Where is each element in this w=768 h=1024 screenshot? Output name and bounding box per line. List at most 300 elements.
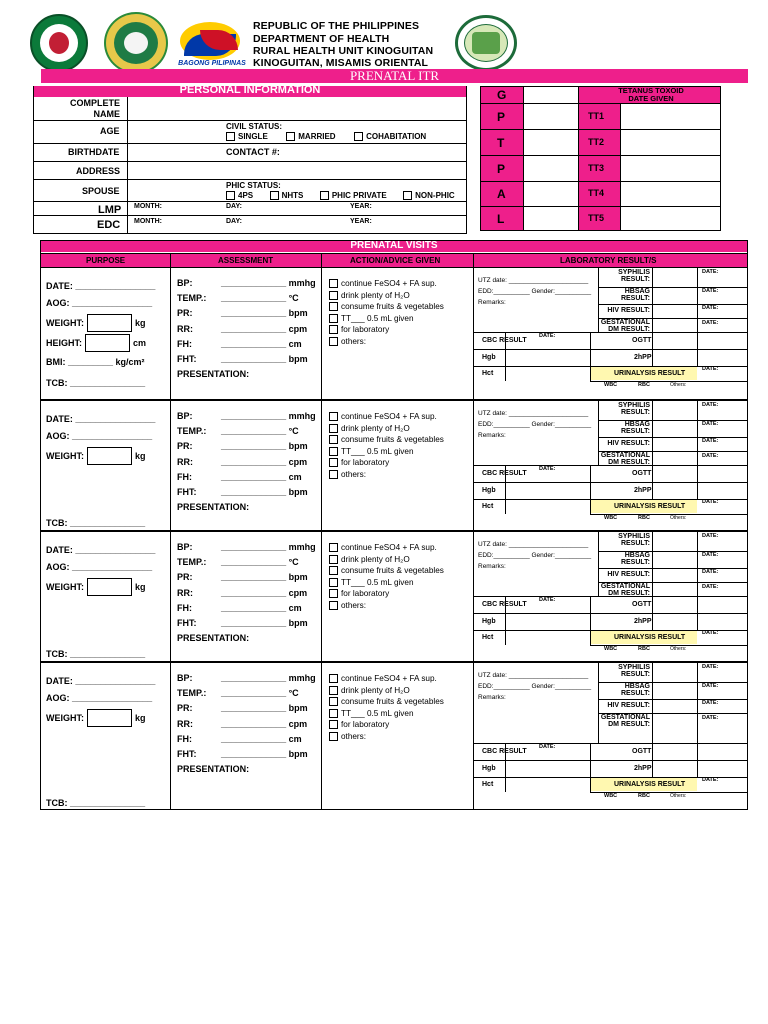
col-purpose: PURPOSE [86,256,126,265]
tt4-label: TT4 [588,188,605,198]
action-checkbox[interactable] [329,447,338,456]
visit-3-others: Others: [670,646,687,652]
visit-3-syphilis: SYPHILIS RESULT: [618,533,650,547]
action-label: drink plenty of H₂O [341,423,410,433]
visit-2-action-3 [329,447,414,456]
visit-3-assess-3: RR: [177,587,193,598]
visit-1-assess-2: PR: [177,308,193,319]
visit-2-cbc-date: DATE: [539,466,556,472]
spouse-label: SPOUSE [82,186,120,196]
visit-1-hct: Hct [482,370,494,377]
action-checkbox[interactable] [329,589,338,598]
visit-3-gestational: GESTATIONAL DM RESULT: [600,583,650,597]
visit-4-edd: EDD:__________ Gender:__________ [478,683,592,690]
visit-3-2hpp: 2hPP [634,618,652,625]
kg-unit: kg [135,582,146,592]
visit-4-remarks: Remarks: [478,694,506,701]
visit-1-assess-line-3: _____________ cpm [221,323,308,334]
action-label: drink plenty of H₂O [341,290,410,300]
visit-4-rbc: RBC [638,793,650,799]
visit-4-presentation: PRESENTATION: [177,764,250,774]
visit-2-assess-line-5: _____________ bpm [221,487,308,497]
action-checkbox[interactable] [329,279,338,288]
visit-3-action-4 [329,589,389,598]
visit-1-assess-1: TEMP.: [177,293,207,304]
visit-2-assess-3: RR: [177,456,193,467]
edc-label: EDC [97,219,121,231]
visit-1-action-0 [329,279,437,288]
visit-3-rbc: RBC [638,646,650,652]
visit-1-weight [46,314,146,332]
visit-2-assess-5: FHT: [177,487,197,497]
birthdate-label: BIRTHDATE [68,147,120,157]
lab-date-1: DATE: [702,683,719,689]
visit-2-action-5 [329,470,366,479]
action-label: continue FeSO4 + FA sup. [341,543,437,552]
visit-2-action-2 [329,435,444,444]
visit-4-aog: AOG: ________________ [46,693,153,703]
bagong-pilipinas-logo [176,12,248,70]
lab-date-2: DATE: [702,700,719,706]
lab-date-1: DATE: [702,552,719,558]
birthdate-field[interactable] [128,144,218,160]
edc-month-label: MONTH: [134,218,162,225]
visit-4-hgb: Hgb [482,765,496,772]
visit-1-tcb: TCB: _______________ [46,378,146,388]
visit-4-urinalysis-date: DATE: [702,777,719,783]
action-label: others: [341,469,367,479]
gtpal-a: A [497,187,506,201]
visit-3-assess-line-2: _____________ bpm [221,572,308,583]
visit-1-assess-5: FHT: [177,354,197,364]
visit-4-assess-line-5: _____________ bpm [221,749,308,759]
visit-3-action-0 [329,543,437,552]
visit-4-assess-line-1: _____________ °C [221,688,299,699]
phic-private-checkbox[interactable] [320,191,329,200]
title-bar [41,69,748,83]
visits-header-bar [41,241,747,252]
visit-1-urinalysis-date: DATE: [702,366,719,372]
lab-hline-1 [598,437,748,438]
visit-3-wbc: WBC [604,646,618,652]
visit-2-assess-line-0: _____________ mmhg [221,411,316,421]
visit-4-action-1 [329,686,410,695]
header-line-4: KINOGUITAN, MISAMIS ORIENTAL [253,57,429,69]
visit-3-utz: UTZ date: ______________________ [478,541,589,548]
visit-1-hgb: Hgb [482,354,496,361]
nhts-label: NHTS [281,191,304,200]
action-checkbox[interactable] [329,435,338,444]
visit-4-cbc-date: DATE: [539,744,556,750]
visit-4-date: DATE: ________________ [46,676,156,686]
bagong-pilipinas-text: BAGONG PILIPINAS [178,60,246,67]
visit-4-utz: UTZ date: ______________________ [478,672,589,679]
visit-3-edd: EDD:__________ Gender:__________ [478,552,592,559]
weight-label: WEIGHT: [46,318,84,328]
kinoguitan-seal-logo [455,15,517,71]
edc-year-label: YEAR: [350,218,372,225]
weight-input[interactable] [87,447,132,465]
action-checkbox[interactable] [329,325,338,334]
visit-1-2hpp: 2hPP [634,354,652,361]
visit-4-assess-line-3: _____________ cpm [221,718,308,729]
visit-1-action-3 [329,314,414,323]
action-checkbox[interactable] [329,424,338,433]
lab-date-3: DATE: [702,584,719,590]
action-label: TT___ 0.5 mL given [341,708,414,718]
visit-2-action-1 [329,424,410,433]
action-label: drink plenty of H₂O [341,685,410,695]
action-label: drink plenty of H₂O [341,554,410,564]
visit-4-hbsag: HBSAG RESULT: [620,683,650,697]
visit-2-rbc: RBC [638,515,650,521]
lab-vline-a [598,268,599,332]
visit-1-hbsag: HBSAG RESULT: [620,288,650,302]
lab-hline-1 [598,304,748,305]
visit-3-cbc-date: DATE: [539,597,556,603]
visit-3-aog: AOG: ________________ [46,562,153,572]
visit-3-hiv: HIV RESULT: [607,571,650,578]
visit-3-action-1 [329,555,410,564]
lab-hline-hgb [474,760,748,761]
visit-2-2hpp: 2hPP [634,487,652,494]
lab-hline-cbc [474,743,748,744]
visit-1-action-4 [329,325,389,334]
visit-1-urinalysis: URINALYSIS RESULT [614,370,686,377]
weight-label: WEIGHT: [46,451,84,461]
nhts-checkbox[interactable] [270,191,279,200]
visit-1-wbc: WBC [604,382,618,388]
visit-2-wbc: WBC [604,515,618,521]
visit-2-date: DATE: ________________ [46,414,156,424]
spouse-field[interactable] [128,180,218,200]
lab-vline-a [598,401,599,465]
complete-name-label: COMPLETE NAME [69,98,120,119]
visit-1-edd: EDD:__________ Gender:__________ [478,288,592,295]
visit-4-assess-5: FHT: [177,749,197,759]
visit-3-weight [46,578,146,596]
non-phic-checkbox[interactable] [403,191,412,200]
lab-vline-c [697,532,698,630]
single-label: SINGLE [238,132,268,141]
weight-input[interactable] [87,578,132,596]
tt-header: TETANUS TOXOID DATE GIVEN [618,86,684,103]
lab-date-0: DATE: [702,402,719,408]
lab-vline-c [697,401,698,499]
visit-1-assess-line-1: _____________ °C [221,293,299,304]
civil-status-options [226,132,426,141]
doh-seal-logo [30,14,88,72]
action-label: continue FeSO4 + FA sup. [341,674,437,683]
lmp-day-label: DAY: [226,203,242,210]
action-checkbox[interactable] [329,578,338,587]
visit-1-syphilis: SYPHILIS RESULT: [618,269,650,283]
weight-input[interactable] [87,314,132,332]
visit-4-urinalysis: URINALYSIS RESULT [614,781,686,788]
lab-date-0: DATE: [702,269,719,275]
visit-2-presentation: PRESENTATION: [177,502,250,512]
visit-2-hct: Hct [482,503,494,510]
visit-2-syphilis: SYPHILIS RESULT: [618,402,650,416]
civil-status-label: CIVIL STATUS: [226,122,282,131]
visit-2-urinalysis-date: DATE: [702,499,719,505]
visit-2-utz: UTZ date: ______________________ [478,410,589,417]
visit-3-hbsag: HBSAG RESULT: [620,552,650,566]
visit-2-assess-line-4: _____________ cm [221,471,302,482]
visit-4-cbc: CBC RESULT [482,748,527,755]
lab-hline-1 [598,699,748,700]
action-checkbox[interactable] [329,709,338,718]
visit-4-assess-0: BP: [177,673,193,683]
weight-input[interactable] [87,709,132,727]
action-label: consume fruits & vegetables [341,302,444,311]
action-label: TT___ 0.5 mL given [341,446,414,456]
tt3-label: TT3 [588,163,605,173]
lab-vline-b [652,532,653,630]
visit-1-gestational: GESTATIONAL DM RESULT: [600,319,650,333]
phic-private-label: PHIC PRIVATE [331,191,387,200]
visit-3-assess-1: TEMP.: [177,557,207,568]
visits-title: PRENATAL VISITS [350,240,438,251]
visit-1-cbc-date: DATE: [539,333,556,339]
visit-2-weight [46,447,146,465]
personal-info-header [34,86,466,97]
visit-1-presentation: PRESENTATION: [177,369,250,379]
action-label: continue FeSO4 + FA sup. [341,279,437,288]
visit-3-cbc: CBC RESULT [482,601,527,608]
gtpal-p: P [497,110,506,124]
visit-3-action-3 [329,578,414,587]
lab-date-1: DATE: [702,288,719,294]
lab-vline-b [652,401,653,499]
married-checkbox[interactable] [286,132,295,141]
gtpal-g: G [497,88,507,102]
lab-hline-1 [598,568,748,569]
action-label: TT___ 0.5 mL given [341,313,414,323]
single-checkbox[interactable] [226,132,235,141]
action-checkbox[interactable] [329,314,338,323]
action-checkbox[interactable] [329,337,338,346]
visit-1-bmi: BMI: _________ kg/cm² [46,357,145,367]
visit-4-assess-2: PR: [177,703,193,714]
action-checkbox[interactable] [329,543,338,552]
visit-4-action-4 [329,720,389,729]
action-label: for laboratory [341,325,390,334]
col-action: ACTION/ADVICE GIVEN [350,256,441,265]
height-input[interactable] [85,334,130,352]
kg-unit: kg [135,318,146,328]
header-line-3: RURAL HEALTH UNIT KINOGUITAN [253,45,434,57]
weight-label: WEIGHT: [46,582,84,592]
cohabitation-checkbox[interactable] [354,132,363,141]
visit-1-action-5 [329,337,366,346]
gtpal-letter-column [481,87,523,230]
edc-day-label: DAY: [226,218,242,225]
visit-1-assess-3: RR: [177,323,193,334]
visit-2-assess-1: TEMP.: [177,426,207,437]
visit-1-remarks: Remarks: [478,299,506,306]
visit-2-assess-line-1: _____________ °C [221,426,299,437]
tt2-label: TT2 [588,137,605,147]
visit-1-hiv: HIV RESULT: [607,307,650,314]
visit-2-tcb: TCB: _______________ [46,518,146,528]
visit-1-action-2 [329,302,444,311]
tt-label-column [578,87,620,230]
visit-1-assess-line-4: _____________ cm [221,338,302,349]
visit-3-date: DATE: ________________ [46,545,156,555]
visit-4-syphilis: SYPHILIS RESULT: [618,664,650,678]
lab-date-0: DATE: [702,533,719,539]
visit-3-assess-line-4: _____________ cm [221,602,302,613]
visit-4-action-3 [329,709,414,718]
visit-3-assess-line-1: _____________ °C [221,557,299,568]
gtpal-t: T [497,136,505,150]
visit-1-cbc: CBC RESULT [482,337,527,344]
contact-label: CONTACT #: [226,147,280,157]
lmp-month-label: MONTH: [134,203,162,210]
address-label: ADDRESS [76,166,121,176]
action-checkbox[interactable] [329,674,338,683]
4ps-label: 4PS [238,191,254,200]
4ps-checkbox[interactable] [226,191,235,200]
visit-4-assess-4: FH: [177,733,192,744]
header-line-2: DEPARTMENT OF HEALTH [253,33,390,45]
lab-date-2: DATE: [702,305,719,311]
action-label: for laboratory [341,458,390,467]
visit-3-assess-line-0: _____________ mmhg [221,542,316,552]
visit-3-assess-line-3: _____________ cpm [221,587,308,598]
lab-date-3: DATE: [702,715,719,721]
lab-date-3: DATE: [702,453,719,459]
action-checkbox[interactable] [329,470,338,479]
action-checkbox[interactable] [329,732,338,741]
lab-hline-hgb [474,613,748,614]
visit-2-aog: AOG: ________________ [46,431,153,441]
visit-4-others: Others: [670,793,687,799]
visit-3-ogtt: OGTT [632,601,652,608]
visit-3-assess-4: FH: [177,602,192,613]
visit-4-action-0 [329,674,437,683]
action-label: others: [341,600,367,610]
action-checkbox[interactable] [329,412,338,421]
weight-label: WEIGHT: [46,713,84,723]
visit-1-others: Others: [670,382,687,388]
action-checkbox[interactable] [329,302,338,311]
visit-1-assess-line-2: _____________ bpm [221,308,308,319]
lmp-year-label: YEAR: [350,203,372,210]
action-checkbox[interactable] [329,601,338,610]
lab-vline-a [598,532,599,596]
lmp-label: LMP [98,204,122,216]
visit-3-action-2 [329,566,444,575]
visit-4-assess-1: TEMP.: [177,688,207,699]
lab-vline-c [697,268,698,366]
non-phic-label: NON-PHIC [415,191,455,200]
visit-3-hct: Hct [482,634,494,641]
age-label: AGE [100,126,120,136]
visit-3-assess-2: PR: [177,572,193,583]
visit-1-height [46,334,146,352]
visit-4-action-5 [329,732,366,741]
visit-3-remarks: Remarks: [478,563,506,570]
visit-3-assess-5: FHT: [177,618,197,628]
phic-status-label: PHIC STATUS: [226,181,281,190]
action-label: others: [341,336,367,346]
visit-2-urinalysis: URINALYSIS RESULT [614,503,686,510]
visit-4-action-2 [329,697,444,706]
tt1-label: TT1 [588,111,605,121]
action-checkbox[interactable] [329,686,338,695]
lab-hline-hgb [474,349,748,350]
lab-hline-hgb [474,482,748,483]
rhu-seal-logo [104,12,168,74]
visit-4-assess-line-4: _____________ cm [221,733,302,744]
action-checkbox[interactable] [329,555,338,564]
age-field[interactable] [128,121,218,142]
visit-1-action-1 [329,291,410,300]
visit-1-rbc: RBC [638,382,650,388]
visit-2-action-4 [329,458,389,467]
cohabitation-label: COHABITATION [366,132,427,141]
visit-1-utz: UTZ date: ______________________ [478,277,589,284]
action-checkbox[interactable] [329,697,338,706]
visit-4-assess-line-2: _____________ bpm [221,703,308,714]
visit-4-hct: Hct [482,781,494,788]
lab-date-1: DATE: [702,421,719,427]
visit-2-action-0 [329,412,437,421]
address-field[interactable] [128,162,466,178]
visit-1-aog: AOG: ________________ [46,298,153,308]
visit-4-assess-3: RR: [177,718,193,729]
kg-unit: kg [135,451,146,461]
tt5-label: TT5 [588,213,605,223]
visit-2-edd: EDD:__________ Gender:__________ [478,421,592,428]
complete-name-field[interactable] [128,98,466,119]
personal-info-title: PERSONAL INFORMATION [179,84,321,96]
visit-3-urinalysis: URINALYSIS RESULT [614,634,686,641]
married-label: MARRIED [298,132,336,141]
visit-1-assess-4: FH: [177,338,192,349]
visit-3-assess-line-5: _____________ bpm [221,618,308,628]
action-checkbox[interactable] [329,291,338,300]
visit-4-weight [46,709,146,727]
visit-4-ogtt: OGTT [632,748,652,755]
visit-4-assess-line-0: _____________ mmhg [221,673,316,683]
visit-2-assess-line-3: _____________ cpm [221,456,308,467]
cm-unit: cm [133,338,147,348]
visit-4-2hpp: 2hPP [634,765,652,772]
visit-4-tcb: TCB: _______________ [46,798,146,808]
visit-1-assess-line-0: _____________ mmhg [221,278,316,288]
action-label: consume fruits & vegetables [341,435,444,444]
action-label: continue FeSO4 + FA sup. [341,412,437,421]
action-checkbox[interactable] [329,720,338,729]
visit-1-ogtt: OGTT [632,337,652,344]
visit-1-assess-line-5: _____________ bpm [221,354,308,364]
visit-3-action-5 [329,601,366,610]
visit-3-presentation: PRESENTATION: [177,633,250,643]
col-lab: LABORATORY RESULT/S [560,256,657,265]
visit-2-ogtt: OGTT [632,470,652,477]
action-checkbox[interactable] [329,566,338,575]
visit-1-assess-0: BP: [177,278,193,288]
lab-date-2: DATE: [702,438,719,444]
visit-4-hiv: HIV RESULT: [607,702,650,709]
visit-1-date: DATE: ________________ [46,281,156,291]
phic-options [226,191,455,200]
action-checkbox[interactable] [329,458,338,467]
col-assessment: ASSESSMENT [218,256,274,265]
